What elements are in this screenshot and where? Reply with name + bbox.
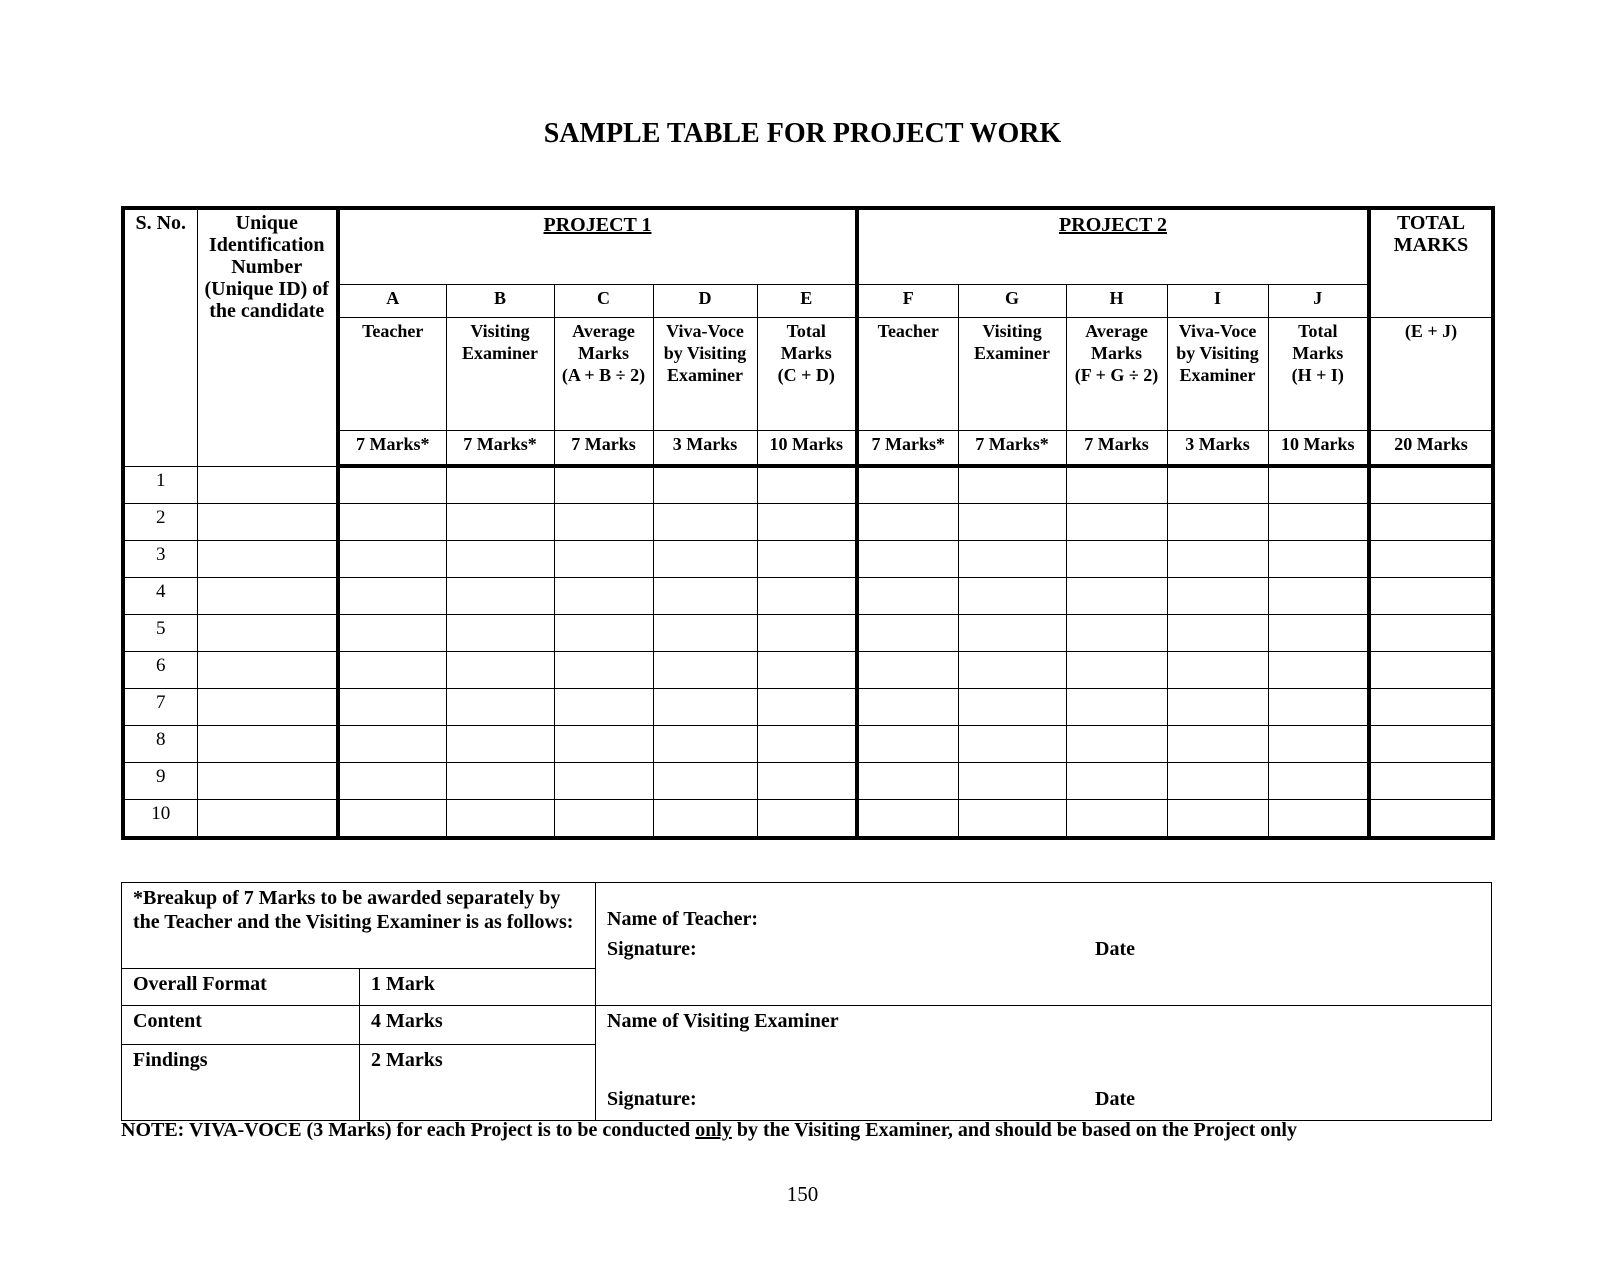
- marks-cell[interactable]: [653, 503, 757, 540]
- column-label-j: [1268, 317, 1369, 430]
- marks-cell[interactable]: [554, 503, 653, 540]
- row-number: 8: [123, 725, 197, 762]
- column-label-text: Total Marks: [1292, 320, 1344, 363]
- teacher-name-label: Name of Teacher:: [607, 908, 759, 930]
- column-letter-d: D: [653, 284, 757, 317]
- marks-cell[interactable]: [857, 688, 958, 725]
- breakup-item-label: Findings: [122, 1045, 360, 1121]
- note-text: NOTE: VIVA-VOCE (3 Marks) for each Project is to be conducted: [121, 1119, 696, 1141]
- marks-cell[interactable]: [1066, 651, 1167, 688]
- marks-cell[interactable]: [958, 540, 1066, 577]
- column-label-text: Teacher: [362, 320, 424, 341]
- column-letter-j: J: [1268, 284, 1369, 317]
- unique-id-cell[interactable]: [197, 725, 338, 762]
- marks-cell[interactable]: [338, 614, 446, 651]
- marks-cell[interactable]: [1268, 466, 1369, 503]
- unique-id-cell[interactable]: [197, 651, 338, 688]
- total-formula: (E + J): [1369, 317, 1493, 430]
- examiner-signature-label: Signature:: [607, 1088, 697, 1110]
- marks-cell[interactable]: [857, 725, 958, 762]
- marks-cell[interactable]: [1066, 577, 1167, 614]
- marks-cell[interactable]: [1369, 799, 1493, 838]
- breakup-item-marks: 1 Mark: [360, 969, 596, 1006]
- marks-cell[interactable]: [1066, 762, 1167, 799]
- marks-cell[interactable]: [1167, 651, 1268, 688]
- marks-cell[interactable]: [653, 725, 757, 762]
- column-label-a: [338, 317, 446, 430]
- unique-id-cell[interactable]: [197, 799, 338, 838]
- column-label-text: Viva-Voce by Visiting Examiner: [1176, 320, 1259, 385]
- teacher-signature-label: Signature:: [607, 938, 697, 960]
- marks-cell[interactable]: [653, 762, 757, 799]
- column-label-text: Visiting Examiner: [462, 320, 538, 363]
- marks-cell[interactable]: [857, 614, 958, 651]
- table-row: [123, 577, 1493, 614]
- marks-cell[interactable]: [1268, 762, 1369, 799]
- marks-cell[interactable]: [554, 577, 653, 614]
- table-row: [123, 762, 1493, 799]
- column-marks-c: 7 Marks: [554, 430, 653, 466]
- marks-cell[interactable]: [554, 799, 653, 838]
- column-label-d: [653, 317, 757, 430]
- column-label-h: [1066, 317, 1167, 430]
- marks-cell[interactable]: [757, 503, 857, 540]
- column-formula: (F + G ÷ 2): [1074, 364, 1159, 385]
- note-underlined: only: [695, 1119, 732, 1141]
- row-number: 5: [123, 614, 197, 651]
- viva-voce-note: [121, 1119, 1297, 1142]
- marks-cell[interactable]: [653, 577, 757, 614]
- marks-cell[interactable]: [1167, 577, 1268, 614]
- marks-cell[interactable]: [1369, 688, 1493, 725]
- column-marks-i: 3 Marks: [1167, 430, 1268, 466]
- examiner-signature-block: [596, 1006, 1492, 1121]
- header-project-2: PROJECT 2: [857, 208, 1369, 284]
- header-project-1: PROJECT 1: [338, 208, 857, 284]
- unique-id-cell[interactable]: [197, 614, 338, 651]
- marks-cell[interactable]: [554, 725, 653, 762]
- marks-cell[interactable]: [446, 540, 554, 577]
- column-label-text: Viva-Voce by Visiting Examiner: [663, 320, 747, 385]
- unique-id-cell[interactable]: [197, 577, 338, 614]
- marks-cell[interactable]: [757, 799, 857, 838]
- marks-cell[interactable]: [757, 466, 857, 503]
- column-label-i: [1167, 317, 1268, 430]
- marks-cell[interactable]: [1369, 614, 1493, 651]
- marks-cell[interactable]: [958, 614, 1066, 651]
- unique-id-cell[interactable]: [197, 503, 338, 540]
- marks-cell[interactable]: [653, 614, 757, 651]
- marks-cell[interactable]: [1369, 466, 1493, 503]
- marks-cell[interactable]: [1167, 799, 1268, 838]
- marks-cell[interactable]: [446, 762, 554, 799]
- marks-cell[interactable]: [757, 614, 857, 651]
- note-text-end: by the Visiting Examiner, and should be based on the Project only: [731, 1119, 1297, 1141]
- marks-cell[interactable]: [446, 577, 554, 614]
- marks-cell[interactable]: [857, 540, 958, 577]
- marks-cell[interactable]: [446, 799, 554, 838]
- column-letter-e: E: [757, 284, 857, 317]
- column-letter-a: A: [338, 284, 446, 317]
- row-number: 6: [123, 651, 197, 688]
- breakup-item-label: Overall Format: [122, 969, 360, 1006]
- marks-cell[interactable]: [338, 725, 446, 762]
- marks-cell[interactable]: [338, 577, 446, 614]
- marks-cell[interactable]: [1268, 725, 1369, 762]
- marks-cell[interactable]: [757, 540, 857, 577]
- marks-cell[interactable]: [1167, 614, 1268, 651]
- marks-cell[interactable]: [1268, 651, 1369, 688]
- marks-cell[interactable]: [1066, 799, 1167, 838]
- marks-cell[interactable]: [1066, 466, 1167, 503]
- column-formula: (C + D): [777, 364, 835, 385]
- column-formula: (A + B ÷ 2): [561, 364, 646, 385]
- marks-cell[interactable]: [857, 762, 958, 799]
- marks-cell[interactable]: [1268, 540, 1369, 577]
- column-marks-j: 10 Marks: [1268, 430, 1369, 466]
- column-marks-g: 7 Marks*: [958, 430, 1066, 466]
- marks-cell[interactable]: [958, 688, 1066, 725]
- marks-cell[interactable]: [1369, 651, 1493, 688]
- column-letter-f: F: [857, 284, 958, 317]
- column-formula: (H + I): [1291, 364, 1344, 385]
- marks-cell[interactable]: [1369, 503, 1493, 540]
- column-letter-i: I: [1167, 284, 1268, 317]
- marks-cell[interactable]: [554, 762, 653, 799]
- marks-cell[interactable]: [1268, 614, 1369, 651]
- column-marks-e: 10 Marks: [757, 430, 857, 466]
- column-label-f: [857, 317, 958, 430]
- page-number: 150: [786, 1182, 819, 1206]
- breakup-item-marks: 2 Marks: [360, 1045, 596, 1121]
- marks-cell[interactable]: [554, 688, 653, 725]
- teacher-signature-block: [596, 883, 1492, 1006]
- marks-cell[interactable]: [446, 725, 554, 762]
- marks-cell[interactable]: [757, 577, 857, 614]
- marks-cell[interactable]: [1066, 614, 1167, 651]
- marks-cell[interactable]: [857, 503, 958, 540]
- marks-cell[interactable]: [958, 725, 1066, 762]
- marks-cell[interactable]: [757, 688, 857, 725]
- marks-cell[interactable]: [446, 651, 554, 688]
- marks-cell[interactable]: [857, 466, 958, 503]
- marks-cell[interactable]: [1268, 577, 1369, 614]
- column-label-text: Average Marks: [572, 320, 635, 363]
- marks-cell[interactable]: [1167, 688, 1268, 725]
- marks-cell[interactable]: [446, 466, 554, 503]
- marks-cell[interactable]: [554, 540, 653, 577]
- row-number: 10: [123, 799, 197, 838]
- marks-cell[interactable]: [1268, 503, 1369, 540]
- marks-cell[interactable]: [446, 614, 554, 651]
- marks-cell[interactable]: [757, 651, 857, 688]
- unique-id-cell[interactable]: [197, 762, 338, 799]
- marks-cell[interactable]: [338, 503, 446, 540]
- row-number: 4: [123, 577, 197, 614]
- marks-cell[interactable]: [653, 540, 757, 577]
- unique-id-cell[interactable]: [197, 688, 338, 725]
- marks-cell[interactable]: [857, 651, 958, 688]
- table-row: [123, 503, 1493, 540]
- column-label-text: Visiting Examiner: [974, 320, 1051, 363]
- row-number: 1: [123, 466, 197, 503]
- column-marks-b: 7 Marks*: [446, 430, 554, 466]
- column-letter-c: C: [554, 284, 653, 317]
- column-marks-h: 7 Marks: [1066, 430, 1167, 466]
- marks-cell[interactable]: [1066, 725, 1167, 762]
- header-total-marks: TOTAL MARKS: [1369, 208, 1493, 317]
- marks-cell[interactable]: [1167, 503, 1268, 540]
- unique-id-cell[interactable]: [197, 540, 338, 577]
- marks-cell[interactable]: [554, 651, 653, 688]
- marks-cell[interactable]: [857, 577, 958, 614]
- table-row: [123, 688, 1493, 725]
- row-number: 7: [123, 688, 197, 725]
- marks-cell[interactable]: [1268, 799, 1369, 838]
- table-row: [123, 651, 1493, 688]
- breakup-heading: *Breakup of 7 Marks to be awarded separately by the Teacher and the Visiting Examiner is as follows:: [122, 883, 596, 969]
- marks-cell[interactable]: [958, 577, 1066, 614]
- marks-cell[interactable]: [1167, 466, 1268, 503]
- marks-cell[interactable]: [554, 614, 653, 651]
- column-letter-b: B: [446, 284, 554, 317]
- header-sno: S. No.: [123, 208, 197, 466]
- marks-cell[interactable]: [338, 540, 446, 577]
- column-label-text: Average Marks: [1085, 320, 1148, 363]
- marks-cell[interactable]: [338, 651, 446, 688]
- table-row: [123, 725, 1493, 762]
- column-marks-d: 3 Marks: [653, 430, 757, 466]
- column-label-e: [757, 317, 857, 430]
- row-number: 2: [123, 503, 197, 540]
- column-marks-f: 7 Marks*: [857, 430, 958, 466]
- unique-id-cell[interactable]: [197, 466, 338, 503]
- marks-cell[interactable]: [757, 725, 857, 762]
- marks-cell[interactable]: [1369, 725, 1493, 762]
- marks-table: [121, 206, 1495, 840]
- examiner-date-label: Date: [1095, 1088, 1135, 1110]
- marks-cell[interactable]: [958, 762, 1066, 799]
- table-row: [123, 466, 1493, 503]
- column-label-b: [446, 317, 554, 430]
- marks-cell[interactable]: [653, 466, 757, 503]
- marks-cell[interactable]: [653, 688, 757, 725]
- marks-cell[interactable]: [1066, 503, 1167, 540]
- column-label-g: [958, 317, 1066, 430]
- marks-cell[interactable]: [1167, 725, 1268, 762]
- column-marks-a: 7 Marks*: [338, 430, 446, 466]
- teacher-date-label: Date: [1095, 938, 1135, 960]
- marks-cell[interactable]: [1268, 688, 1369, 725]
- column-letter-h: H: [1066, 284, 1167, 317]
- breakup-signature-table: [121, 882, 1492, 1121]
- row-number: 9: [123, 762, 197, 799]
- examiner-name-label: Name of Visiting Examiner: [607, 1010, 839, 1032]
- marks-cell[interactable]: [653, 799, 757, 838]
- marks-cell[interactable]: [958, 799, 1066, 838]
- table-row: [123, 614, 1493, 651]
- row-number: 3: [123, 540, 197, 577]
- marks-cell[interactable]: [958, 503, 1066, 540]
- marks-cell[interactable]: [446, 503, 554, 540]
- marks-cell[interactable]: [1369, 540, 1493, 577]
- header-unique-id: Unique Identification Number (Unique ID) of the candidate: [197, 208, 338, 466]
- marks-cell[interactable]: [1066, 540, 1167, 577]
- marks-cell[interactable]: [338, 466, 446, 503]
- marks-cell[interactable]: [1066, 688, 1167, 725]
- breakup-item-label: Content: [122, 1006, 360, 1045]
- column-label-text: Teacher: [877, 320, 939, 341]
- total-marks-value: 20 Marks: [1369, 430, 1493, 466]
- marks-cell[interactable]: [1167, 540, 1268, 577]
- marks-cell[interactable]: [958, 466, 1066, 503]
- table-row: [123, 540, 1493, 577]
- marks-cell[interactable]: [554, 466, 653, 503]
- column-label-text: Total Marks: [780, 320, 832, 363]
- breakup-item-marks: 4 Marks: [360, 1006, 596, 1045]
- marks-cell[interactable]: [446, 688, 554, 725]
- marks-cell[interactable]: [1369, 762, 1493, 799]
- column-letter-g: G: [958, 284, 1066, 317]
- marks-cell[interactable]: [338, 762, 446, 799]
- marks-cell[interactable]: [958, 651, 1066, 688]
- page-title: SAMPLE TABLE FOR PROJECT WORK: [543, 118, 1062, 149]
- table-row: [123, 799, 1493, 838]
- marks-cell[interactable]: [1369, 577, 1493, 614]
- marks-cell[interactable]: [1167, 762, 1268, 799]
- marks-cell[interactable]: [338, 688, 446, 725]
- marks-cell[interactable]: [757, 762, 857, 799]
- column-label-c: [554, 317, 653, 430]
- marks-cell[interactable]: [653, 651, 757, 688]
- marks-cell[interactable]: [338, 799, 446, 838]
- marks-cell[interactable]: [857, 799, 958, 838]
